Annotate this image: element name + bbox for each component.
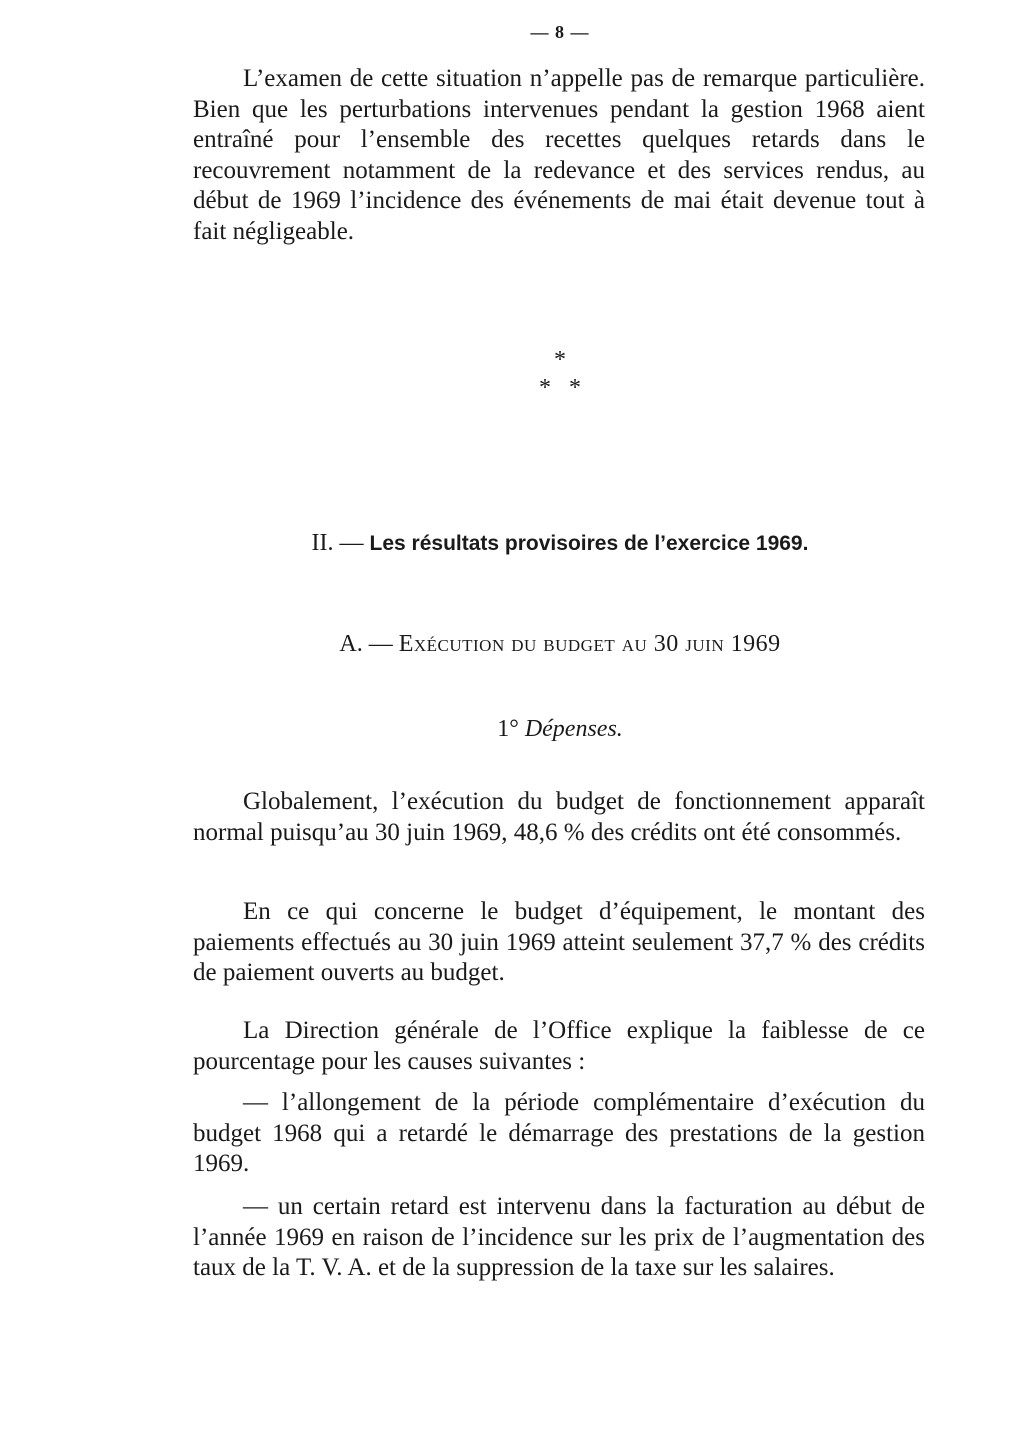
- body-paragraph-5: — un certain retard est intervenu dans la facturation au début de l’année 1969 en raison de l’incidence sur les prix de l’augmentation des taux de la T. V. A. et de la suppression de la taxe sur les salaires.: [193, 1193, 925, 1282]
- subsection-letter: A. —: [339, 631, 393, 657]
- separator-stars-bottom: **: [539, 375, 599, 401]
- page-number: — 8 —: [530, 22, 590, 42]
- section-separator: [0, 346, 1024, 402]
- subsection-title: Exécution du budget au 30 juin 1969: [398, 631, 781, 657]
- section-title: Les résultats provisoires de l’exercice 1969.: [369, 532, 809, 555]
- body-paragraph-4: — l’allongement de la période complémentaire d’exécution du budget 1968 qui a retardé le démarrage des prestations de la gestion 1969.: [193, 1089, 925, 1178]
- section-heading: [0, 530, 1024, 557]
- body-paragraph-1: Globalement, l’exécution du budget de fonctionnement apparaît normal puisqu’au 30 juin 1969, 48,6 % des crédits ont été consommés.: [193, 788, 925, 846]
- subsubsection-heading: [0, 716, 1024, 743]
- body-paragraph-3: La Direction générale de l’Office explique la faiblesse de ce pourcentage pour les causes suivantes :: [193, 1017, 925, 1075]
- subsection-heading: [0, 631, 1024, 658]
- intro-paragraph: L’examen de cette situation n’appelle pas de remarque particulière. Bien que les perturbations intervenues pendant la gestion 1968 aient entraîné pour l’ensemble des recettes quelques retards dans le recouvrement notamment de la redevance et des services rendus, au début de 1969 l’incidence des événements de mai était devenue tout à fait négligeable.: [193, 65, 925, 245]
- subsubsection-title: Dépenses.: [524, 716, 623, 742]
- subsubsection-number: 1°: [497, 716, 519, 742]
- section-number: II. —: [311, 530, 364, 556]
- separator-star-top: *: [554, 347, 566, 373]
- body-paragraph-2: En ce qui concerne le budget d’équipement, le montant des paiements effectués au 30 juin 1969 atteint seulement 37,7 % des crédits de paiement ouverts au budget.: [193, 898, 925, 987]
